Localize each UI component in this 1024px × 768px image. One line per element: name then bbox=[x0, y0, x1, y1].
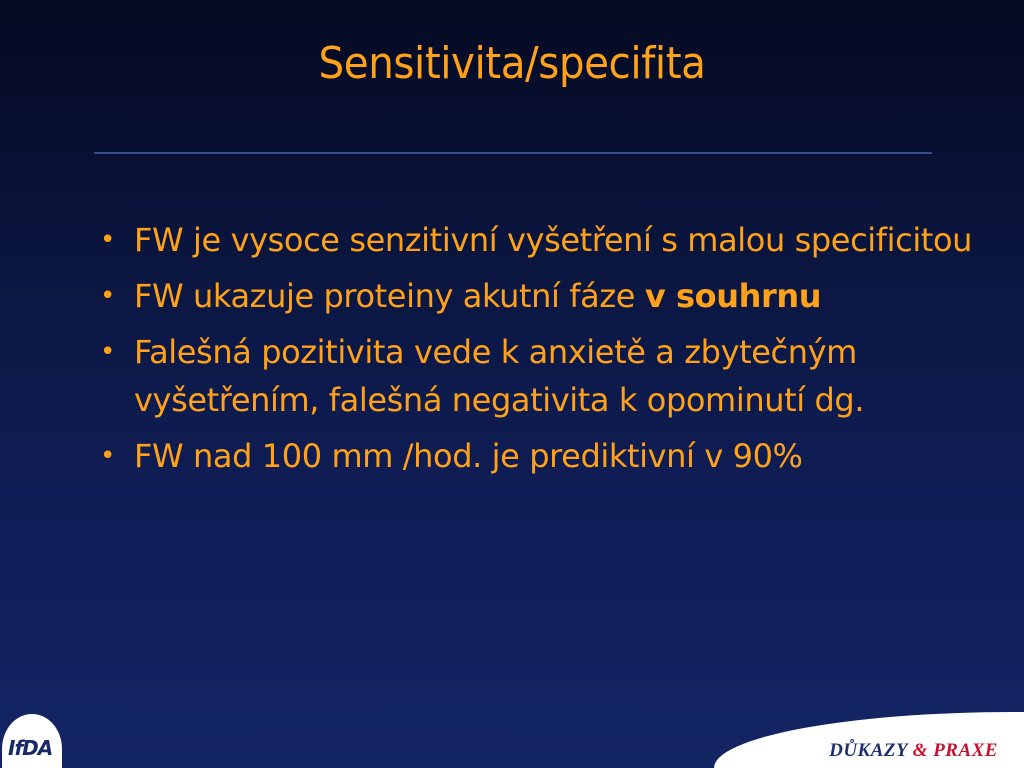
bullet-item bbox=[96, 328, 976, 424]
bullet-text: FW je vysoce senzitivní vyšetření s malou specificitou bbox=[134, 221, 973, 259]
bullet-text-part: FW ukazuje proteiny akutní fáze bbox=[134, 277, 645, 315]
bullet-list bbox=[96, 216, 976, 488]
bullet-text bbox=[134, 277, 821, 315]
bullet-icon: • bbox=[100, 225, 115, 255]
bullet-icon: • bbox=[100, 337, 115, 367]
logo-word-dukazy: DŮKAZY bbox=[829, 740, 913, 761]
dukazy-praxe-logo-text bbox=[829, 740, 998, 762]
bullet-text-bold: v souhrnu bbox=[644, 277, 822, 315]
logo-ampersand: & bbox=[912, 740, 934, 761]
bullet-item bbox=[96, 272, 976, 320]
logo-word-praxe: PRAXE bbox=[933, 740, 998, 761]
bullet-icon: • bbox=[100, 281, 115, 311]
ifda-logo bbox=[0, 712, 64, 768]
bullet-text: Falešná pozitivita vede k anxietě a zbytečným vyšetřením, falešná negativita k opominutí dg. bbox=[134, 333, 865, 419]
bullet-icon: • bbox=[100, 441, 115, 471]
ifda-logo-text: IfDA bbox=[8, 736, 53, 760]
slide-title: Sensitivita/specifita bbox=[318, 38, 706, 89]
dukazy-praxe-logo bbox=[714, 712, 1024, 768]
bullet-item bbox=[96, 216, 976, 264]
bullet-text: FW nad 100 mm /hod. je prediktivní v 90% bbox=[134, 437, 803, 475]
title-divider bbox=[94, 152, 932, 154]
bullet-item bbox=[96, 432, 976, 480]
